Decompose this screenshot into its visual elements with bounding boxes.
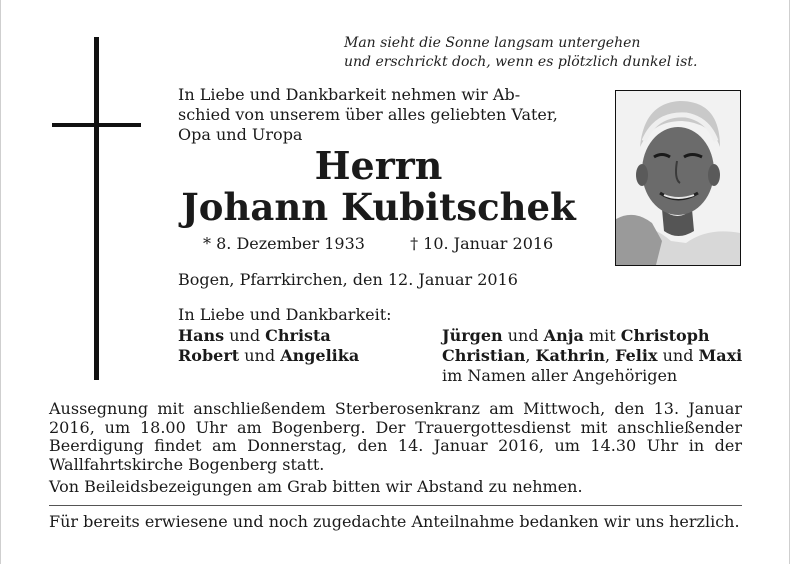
deceased-name: Johann Kubitschek — [181, 185, 576, 229]
family-name: Robert — [178, 346, 240, 365]
cross-horizontal-bar — [52, 123, 141, 127]
family-name: Felix — [615, 346, 658, 365]
family-connector: und — [502, 326, 544, 345]
portrait-photo — [615, 90, 741, 266]
family-connector: und — [657, 346, 699, 365]
family-name: Angelika — [280, 346, 360, 365]
life-dates — [203, 234, 553, 254]
family-row — [442, 366, 742, 386]
funeral-details — [49, 400, 742, 497]
motto-line-2: und erschrickt doch, wenn es plötzlich dunkel ist. — [344, 54, 698, 70]
place-and-date: Bogen, Pfarrkirchen, den 12. Januar 2016 — [178, 270, 518, 289]
cross-vertical-bar — [94, 37, 99, 380]
family-name: Christoph — [620, 326, 710, 345]
family-left-column — [178, 326, 359, 366]
intro-text — [178, 85, 578, 145]
family-name: Hans — [178, 326, 225, 345]
family-name: Christa — [265, 326, 331, 345]
intro-line-1: In Liebe und Dankbarkeit nehmen wir Ab- — [178, 85, 521, 104]
divider — [49, 505, 742, 506]
family-name: Maxi — [698, 346, 743, 365]
family-name: Kathrin — [535, 346, 605, 365]
family-name: Anja — [543, 326, 584, 345]
portrait-image — [616, 91, 740, 265]
death-date: † 10. Januar 2016 — [410, 234, 554, 253]
thanks-line: In Liebe und Dankbarkeit: — [178, 305, 392, 324]
funeral-text: Aussegnung mit anschließendem Sterberosenkranz am Mittwoch, den 13. Januar 2016, um 18.00 Uhr am Bogenberg. Der Trauergottesdienst mit anschließender Beerdigung findet am Donnerstag, den 14. Januar 2016, um 14.30 Uhr in der Wallfahrtskirche Bogenberg statt. — [49, 399, 742, 474]
family-row — [442, 346, 742, 366]
condolence-note: Von Beileidsbezeigungen am Grab bitten wir Abstand zu nehmen. — [49, 477, 583, 496]
family-row — [442, 326, 742, 346]
family-name: Jürgen — [442, 326, 503, 345]
birth-date: * 8. Dezember 1933 — [203, 234, 365, 253]
family-right-column — [442, 326, 742, 386]
family-connector: im Namen aller Angehörigen — [442, 366, 678, 385]
intro-line-3: Opa und Uropa — [178, 125, 303, 144]
family-connector: , — [525, 346, 536, 365]
family-connector: und — [224, 326, 266, 345]
intro-line-2: schied von unserem über alles geliebten Vater, — [178, 105, 558, 124]
motto-line-1: Man sieht die Sonne langsam untergehen — [344, 35, 641, 51]
family-connector: , — [604, 346, 616, 365]
family-connector: mit — [583, 326, 621, 345]
footer-thanks: Für bereits erwiesene und noch zugedachte Anteilnahme bedanken wir uns herzlich. — [49, 512, 740, 531]
honorific: Herrn — [314, 143, 443, 188]
family-name: Christian — [442, 346, 526, 365]
motto-quote — [344, 34, 697, 72]
family-row — [178, 346, 359, 366]
family-connector: und — [239, 346, 281, 365]
family-row — [178, 326, 359, 346]
